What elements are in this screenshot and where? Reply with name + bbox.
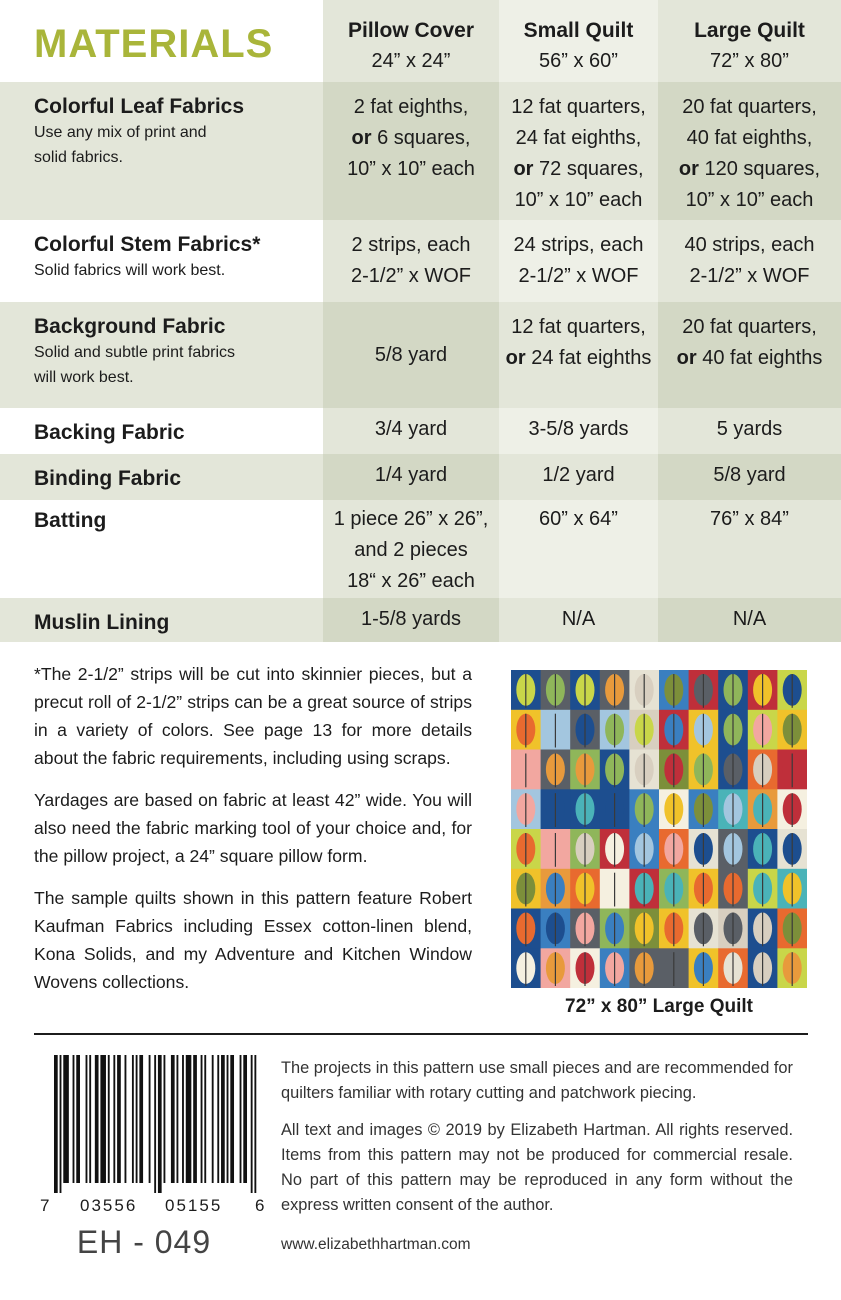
table-row [0, 82, 841, 220]
cell-line: 40 strips, each [684, 234, 815, 256]
cell-line: 2-1/2” x WOF [689, 265, 810, 287]
barcode [54, 1055, 260, 1193]
barcode-bar [89, 1055, 91, 1183]
cell-line: or 6 squares, [351, 127, 471, 149]
cell-line: 60” x 64” [539, 508, 618, 530]
cell-large-quilt [658, 220, 841, 302]
barcode-bar [63, 1055, 69, 1183]
table-row [0, 220, 841, 302]
cell-line: 10” x 10” each [514, 189, 643, 211]
quilt-image [511, 670, 807, 988]
barcode-bar [136, 1055, 138, 1183]
barcode-bar [251, 1055, 253, 1193]
barcode-bar [171, 1055, 175, 1183]
cell-small-quilt [499, 598, 658, 642]
table-row [0, 598, 841, 642]
row-subtitle: Use any mix of print and [34, 124, 207, 141]
barcode-bar [154, 1055, 156, 1193]
cell-line: or 24 fat eighths [505, 347, 652, 369]
row-label [0, 500, 323, 598]
row-label [0, 408, 323, 454]
cell-large-quilt [658, 82, 841, 220]
cell-line: or 40 fat eighths [676, 347, 823, 369]
cell-small-quilt [499, 302, 658, 408]
barcode-bar [73, 1055, 75, 1183]
barcode-bar [86, 1055, 88, 1183]
cell-line: 76” x 84” [710, 508, 789, 530]
cell-line: 10” x 10” each [685, 189, 814, 211]
cell-small-quilt [499, 500, 658, 598]
barcode-bar [204, 1055, 206, 1183]
barcode-bar [217, 1055, 219, 1183]
cell-line: or 72 squares, [513, 158, 644, 180]
cell-line: 2-1/2” x WOF [350, 265, 471, 287]
cell-line: 1/2 yard [542, 464, 615, 486]
cell-line: 2-1/2” x WOF [518, 265, 639, 287]
cell-line: 12 fat quarters, [511, 96, 646, 118]
row-title: Colorful Leaf Fabrics [34, 95, 245, 118]
or-emphasis: or [513, 158, 534, 180]
cell-line: 5/8 yard [374, 343, 448, 366]
barcode-digit-group-2: 05155 [165, 1196, 223, 1215]
barcode-bar [243, 1055, 247, 1183]
cell-pillow-cover [323, 454, 499, 500]
cell-small-quilt [499, 220, 658, 302]
cell-pillow-cover [323, 302, 499, 408]
cell-line: 1-5/8 yards [360, 608, 462, 630]
footer-skill-note: The projects in this pattern use small pieces and are recommended for quilters familiar with rotary cutting and patchwork piecing. [281, 1059, 794, 1102]
column-title: Pillow Cover [347, 19, 475, 42]
cell-line: 24 strips, each [513, 234, 644, 256]
cell-large-quilt [658, 408, 841, 454]
note-fabrics: The sample quilts shown in this pattern feature Robert Kaufman Fabrics including Essex cotton-linen blend, Kona Solids, and my Adventure and Kitchen Window Wovens collections. [34, 888, 472, 992]
barcode-bar [212, 1055, 214, 1183]
barcode-bar [113, 1055, 115, 1183]
or-emphasis: or [678, 158, 699, 180]
footer-text [281, 1056, 793, 1230]
table-header [0, 0, 841, 82]
row-subtitle: Solid and subtle print fabrics [34, 344, 235, 361]
divider [34, 1033, 808, 1035]
note-strips: *The 2-1/2” strips will be cut into skinnier pieces, but a precut roll of 2-1/2” strips can be a great source of strips in a variety of colors. See page 13 for more details about the fabric requirements, including using scraps. [34, 664, 472, 768]
or-emphasis: or [676, 347, 697, 369]
row-title: Background Fabric [34, 315, 226, 338]
barcode-bar [149, 1055, 151, 1183]
col-large-quilt [658, 0, 841, 82]
notes [34, 660, 472, 1010]
cell-line: 5/8 yard [713, 464, 786, 486]
cell-line: 5 yards [716, 418, 783, 440]
cell-line: 1 piece 26” x 26”, [333, 508, 489, 530]
barcode-bar [254, 1055, 256, 1193]
cell-small-quilt [499, 408, 658, 454]
table-row [0, 408, 841, 454]
row-label [0, 302, 323, 408]
footer-copyright: All text and images © 2019 by Elizabeth Hartman. All rights reserved. Items from this pattern may not be produced for commercial resale. No part of this pattern may be reproduced in any form without the express written consent of the author. [281, 1121, 793, 1214]
cell-line: 2 fat eighths, [353, 96, 469, 118]
cell-line: 40 fat eighths, [686, 127, 813, 149]
barcode-bar [95, 1055, 99, 1183]
cell-line: or 120 squares, [678, 158, 821, 180]
cell-line: 10” x 10” each [347, 158, 475, 180]
cell-small-quilt [499, 454, 658, 500]
table-body [0, 82, 841, 642]
col-small-quilt [499, 0, 658, 82]
cell-line: 18“ x 26” each [347, 570, 475, 592]
row-subtitle: solid fabrics. [34, 149, 123, 166]
cell-large-quilt [658, 500, 841, 598]
cell-line: 20 fat quarters, [682, 96, 817, 118]
row-title: Colorful Stem Fabrics* [34, 233, 261, 256]
barcode-bar [76, 1055, 80, 1183]
cell-line: 2 strips, each [351, 234, 471, 256]
barcode-bar [132, 1055, 134, 1183]
barcode-bar [182, 1055, 184, 1183]
row-label [0, 82, 323, 220]
barcode-bar [54, 1055, 58, 1193]
cell-line: and 2 pieces [354, 539, 468, 561]
quilt-photo [511, 670, 807, 988]
barcode-bar [201, 1055, 203, 1183]
column-title: Small Quilt [523, 19, 634, 42]
title-cell [0, 0, 323, 82]
row-subtitle: Solid fabrics will work best. [34, 262, 226, 279]
barcode-bar [100, 1055, 106, 1183]
column-size: 24” x 24” [371, 50, 451, 72]
row-subtitle: will work best. [34, 369, 134, 386]
barcode-bar [60, 1055, 62, 1193]
barcode-bar [176, 1055, 178, 1183]
table-row [0, 302, 841, 408]
barcode-bar [240, 1055, 242, 1183]
row-title: Muslin Lining [34, 611, 170, 634]
cell-pillow-cover [323, 220, 499, 302]
cell-large-quilt [658, 598, 841, 642]
table-row [0, 500, 841, 598]
cell-pillow-cover [323, 82, 499, 220]
cell-line: 24 fat eighths, [515, 127, 642, 149]
barcode-bar [164, 1055, 166, 1183]
table-row [0, 454, 841, 500]
cell-line: 3-5/8 yards [528, 418, 629, 440]
row-title: Binding Fabric [34, 467, 181, 490]
cell-line: 12 fat quarters, [511, 316, 646, 338]
cell-small-quilt [499, 82, 658, 220]
row-title: Backing Fabric [34, 421, 185, 444]
materials-table [0, 0, 841, 642]
barcode-digit-group-1: 03556 [80, 1196, 138, 1215]
cell-line: N/A [732, 608, 767, 630]
cell-pillow-cover [323, 408, 499, 454]
note-yardages: Yardages are based on fabric at least 42” wide. You will also need the fabric marking tool of your choice and, for the pillow project, a 24” square pillow form. [34, 790, 472, 866]
cell-pillow-cover [323, 598, 499, 642]
barcode-bar [108, 1055, 110, 1183]
barcode-bar [230, 1055, 234, 1183]
column-size: 72” x 80” [710, 50, 789, 72]
or-emphasis: or [505, 347, 526, 369]
quilt-caption: 72” x 80” Large Quilt [565, 996, 753, 1017]
barcode-bar [193, 1055, 197, 1183]
barcode-bar [117, 1055, 121, 1183]
col-pillow-cover [323, 0, 499, 82]
cell-line: 1/4 yard [374, 464, 448, 486]
row-title: Batting [34, 509, 107, 532]
cell-pillow-cover [323, 500, 499, 598]
website-link[interactable]: www.elizabethhartman.com [281, 1236, 471, 1253]
barcode-bar [139, 1055, 143, 1183]
barcode-bar [186, 1055, 192, 1183]
cell-line: 20 fat quarters, [682, 316, 817, 338]
cell-large-quilt [658, 454, 841, 500]
row-label [0, 454, 323, 500]
barcode-bar [158, 1055, 162, 1193]
barcode-bar [227, 1055, 229, 1183]
cell-line: N/A [561, 608, 596, 630]
cell-large-quilt [658, 302, 841, 408]
column-size: 56” x 60” [539, 50, 618, 72]
row-label [0, 220, 323, 302]
barcode-bar [125, 1055, 127, 1183]
or-emphasis: or [351, 127, 372, 149]
barcode-bar [221, 1055, 225, 1183]
column-title: Large Quilt [694, 19, 805, 42]
barcode-digit-first: 7 [40, 1196, 50, 1215]
cell-line: 3/4 yard [374, 418, 448, 440]
pattern-code: EH - 049 [76, 1224, 212, 1260]
materials-title: MATERIALS [34, 21, 274, 66]
row-label [0, 598, 323, 642]
barcode-digit-last: 6 [255, 1196, 265, 1215]
